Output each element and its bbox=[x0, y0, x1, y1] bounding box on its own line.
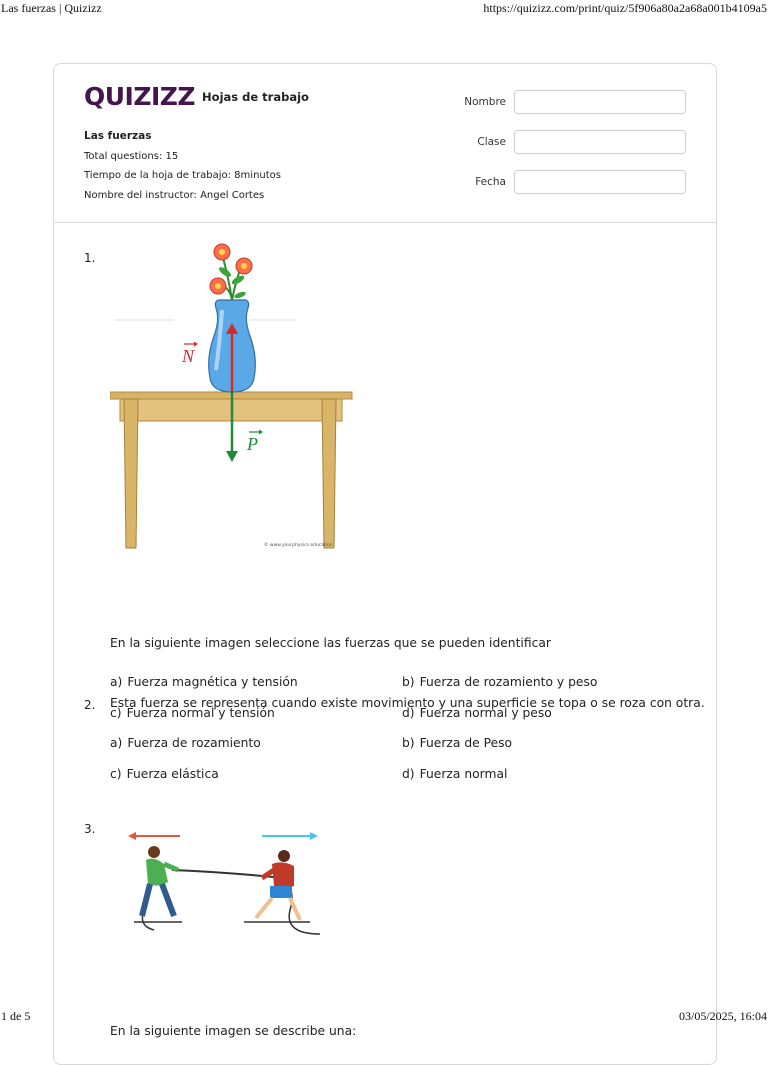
vase-on-table-illustration bbox=[110, 240, 354, 554]
option-b[interactable]: b) Fuerza de rozamiento y peso bbox=[402, 675, 598, 689]
class-field[interactable] bbox=[514, 130, 686, 154]
name-label: Nombre bbox=[464, 96, 506, 108]
page-url[interactable]: https://quizizz.com/print/quiz/5f906a80a2a68a001b4109a5 bbox=[483, 1, 767, 15]
tab-title: Las fuerzas | Quizizz bbox=[1, 1, 102, 15]
quiz-meta bbox=[84, 127, 281, 205]
image-credit: © www.yourphysics.education bbox=[264, 543, 333, 548]
quizizz-logo: QUIZIZZ bbox=[84, 82, 196, 111]
instructor-name: Nombre del instructor: Angel Cortes bbox=[84, 189, 265, 201]
worksheet-time: Tiempo de la hoja de trabajo: 8minutos bbox=[84, 170, 281, 181]
option-d[interactable]: d) Fuerza normal bbox=[402, 767, 508, 781]
option-d[interactable]: d) Fuerza normal y peso bbox=[402, 706, 552, 720]
date-field[interactable] bbox=[514, 170, 686, 194]
worksheet-header bbox=[54, 64, 716, 223]
table-leg-right bbox=[322, 399, 336, 548]
student-fields bbox=[464, 90, 686, 210]
print-footer bbox=[0, 1009, 768, 1024]
worksheet bbox=[53, 63, 717, 1065]
brand bbox=[84, 84, 309, 109]
quiz-title: Las fuerzas bbox=[84, 130, 152, 142]
question-number: 2. bbox=[84, 698, 96, 712]
date-label: Fecha bbox=[475, 176, 506, 188]
person-right-shirt bbox=[272, 862, 294, 888]
question-number: 1. bbox=[84, 251, 96, 265]
question-text: Esta fuerza se representa cuando existe movimiento y una superficie se topa o se roza con otra. bbox=[110, 696, 705, 710]
name-field-row bbox=[464, 90, 686, 114]
normal-force-label: N bbox=[182, 346, 195, 366]
option-a[interactable]: a) Fuerza de rozamiento bbox=[110, 736, 261, 750]
option-a[interactable]: a) Fuerza magnética y tensión bbox=[110, 675, 298, 689]
print-datetime: 03/05/2025, 16:04 bbox=[678, 1009, 767, 1023]
question-text: En la siguiente imagen se describe una: bbox=[110, 1024, 357, 1038]
question-text: En la siguiente imagen seleccione las fuerzas que se pueden identificar bbox=[110, 636, 551, 650]
total-questions: Total questions: 15 bbox=[84, 150, 179, 162]
worksheet-subtitle: Hojas de trabajo bbox=[202, 89, 309, 104]
class-field-row bbox=[464, 130, 686, 154]
person-left-head bbox=[148, 846, 160, 858]
date-field-row bbox=[464, 170, 686, 194]
table-leg-left bbox=[124, 399, 138, 548]
option-c[interactable]: c) Fuerza elástica bbox=[110, 767, 219, 781]
option-c[interactable]: c) Fuerza normal y tensión bbox=[110, 706, 275, 720]
option-b[interactable]: b) Fuerza de Peso bbox=[402, 736, 513, 750]
person-right-head bbox=[278, 850, 290, 862]
tug-of-war-illustration bbox=[124, 830, 344, 942]
name-field[interactable] bbox=[514, 90, 686, 114]
class-label: Clase bbox=[477, 136, 506, 148]
print-header bbox=[0, 1, 768, 16]
question-number: 3. bbox=[84, 822, 96, 836]
weight-force-label: P bbox=[247, 434, 258, 454]
page-counter: 1 de 5 bbox=[1, 1009, 31, 1023]
